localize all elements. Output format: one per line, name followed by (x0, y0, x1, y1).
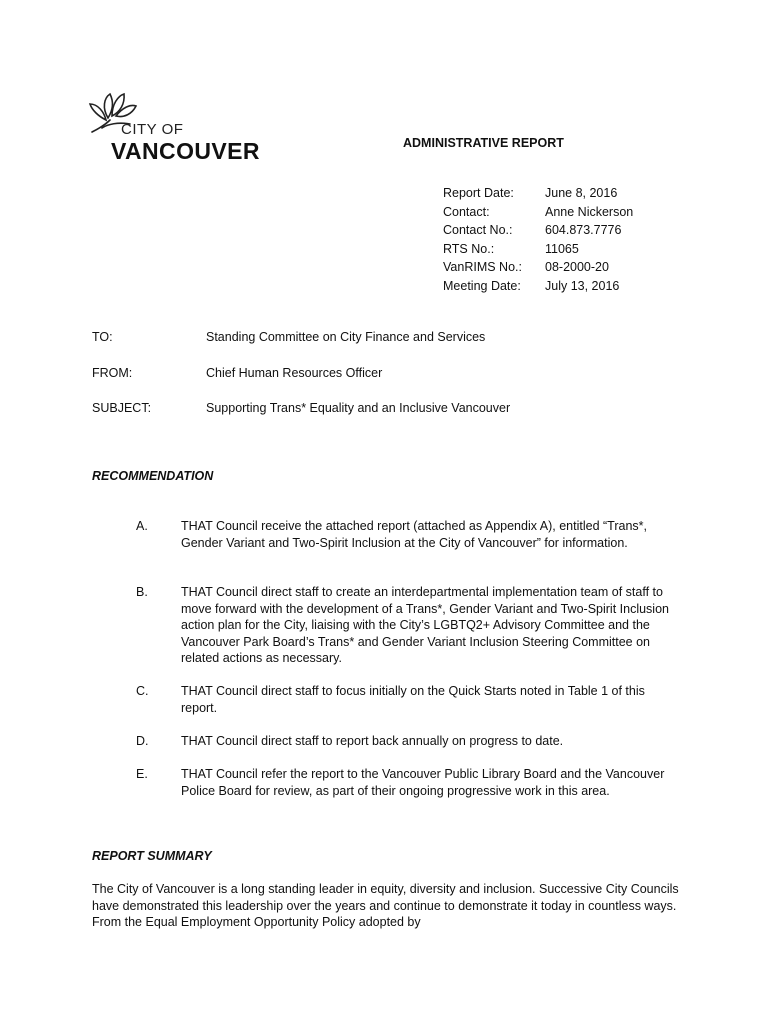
recommendation-letter: D. (136, 734, 149, 748)
to-label: TO: (92, 330, 113, 344)
to-value: Standing Committee on City Finance and Services (206, 330, 486, 344)
subject-value: Supporting Trans* Equality and an Inclusive Vancouver (206, 401, 511, 415)
recommendation-text: THAT Council receive the attached report (attached as Appendix A), entitled “Trans*, Gender Variant and Two-Spirit Inclusion at the City of Vancouver” for information. (181, 519, 647, 550)
meta-value: 604.873.7776 (545, 223, 622, 238)
meta-row-meeting-date (443, 277, 633, 296)
meta-label: Contact No.: (443, 223, 513, 238)
meta-row-contact (443, 203, 633, 222)
report-summary-text: The City of Vancouver is a long standing leader in equity, diversity and inclusion. Successive City Councils have demonstrated this leadership over the years and continue to demonstrate it today in countless ways. From the Equal Employment Opportunity Policy adopted by (92, 882, 679, 930)
meta-value: Anne Nickerson (545, 204, 634, 219)
subject-label: SUBJECT: (92, 401, 152, 415)
meta-value: 11065 (545, 241, 579, 256)
meta-row-rts-no (443, 240, 633, 259)
logo-vancouver-text: VANCOUVER (111, 138, 260, 164)
meta-label: VanRIMS No.: (443, 260, 522, 275)
meta-row-report-date (443, 184, 633, 203)
from-value: Chief Human Resources Officer (206, 366, 383, 380)
meta-label: Report Date: (443, 186, 514, 200)
report-type-title: ADMINISTRATIVE REPORT (403, 136, 564, 150)
meta-value: 08-2000-20 (545, 260, 609, 275)
meta-label: Contact: (443, 204, 490, 219)
recommendation-text: THAT Council direct staff to report back annually on progress to date. (181, 734, 564, 748)
city-of-vancouver-logo (88, 88, 263, 168)
from-label: FROM: (92, 366, 133, 380)
recommendation-text: THAT Council refer the report to the Vancouver Public Library Board and the Vancouver Police Board for review, as part of their ongoing progressive work in this area. (181, 767, 665, 798)
meta-value: June 8, 2016 (545, 186, 618, 200)
recommendation-letter: C. (136, 684, 149, 698)
meta-row-vanrims-no (443, 258, 633, 277)
meta-value: July 13, 2016 (545, 278, 620, 293)
meta-row-contact-no (443, 221, 633, 240)
recommendation-heading: RECOMMENDATION (92, 469, 214, 483)
logo-city-of-text: CITY OF (121, 121, 184, 138)
meta-label: RTS No.: (443, 241, 495, 256)
report-metadata (443, 184, 633, 296)
report-summary-heading: REPORT SUMMARY (92, 849, 212, 863)
recommendation-letter: B. (136, 585, 148, 599)
meta-label: Meeting Date: (443, 278, 521, 293)
recommendation-letter: A. (136, 519, 148, 533)
recommendation-text: THAT Council direct staff to focus initially on the Quick Starts noted in Table 1 of this report. (181, 684, 645, 715)
recommendation-text: THAT Council direct staff to create an interdepartmental implementation team of staff to move forward with the development of a Trans*, Gender Variant and Two-Spirit Inclusion action plan for the City, liaising with the City’s LGBTQ2+ Advisory Committee and the Vancouver Park Board’s Trans* and Gender Variant Inclusion Steering Committee on related actions as necessary. (181, 585, 669, 666)
recommendation-letter: E. (136, 767, 148, 781)
